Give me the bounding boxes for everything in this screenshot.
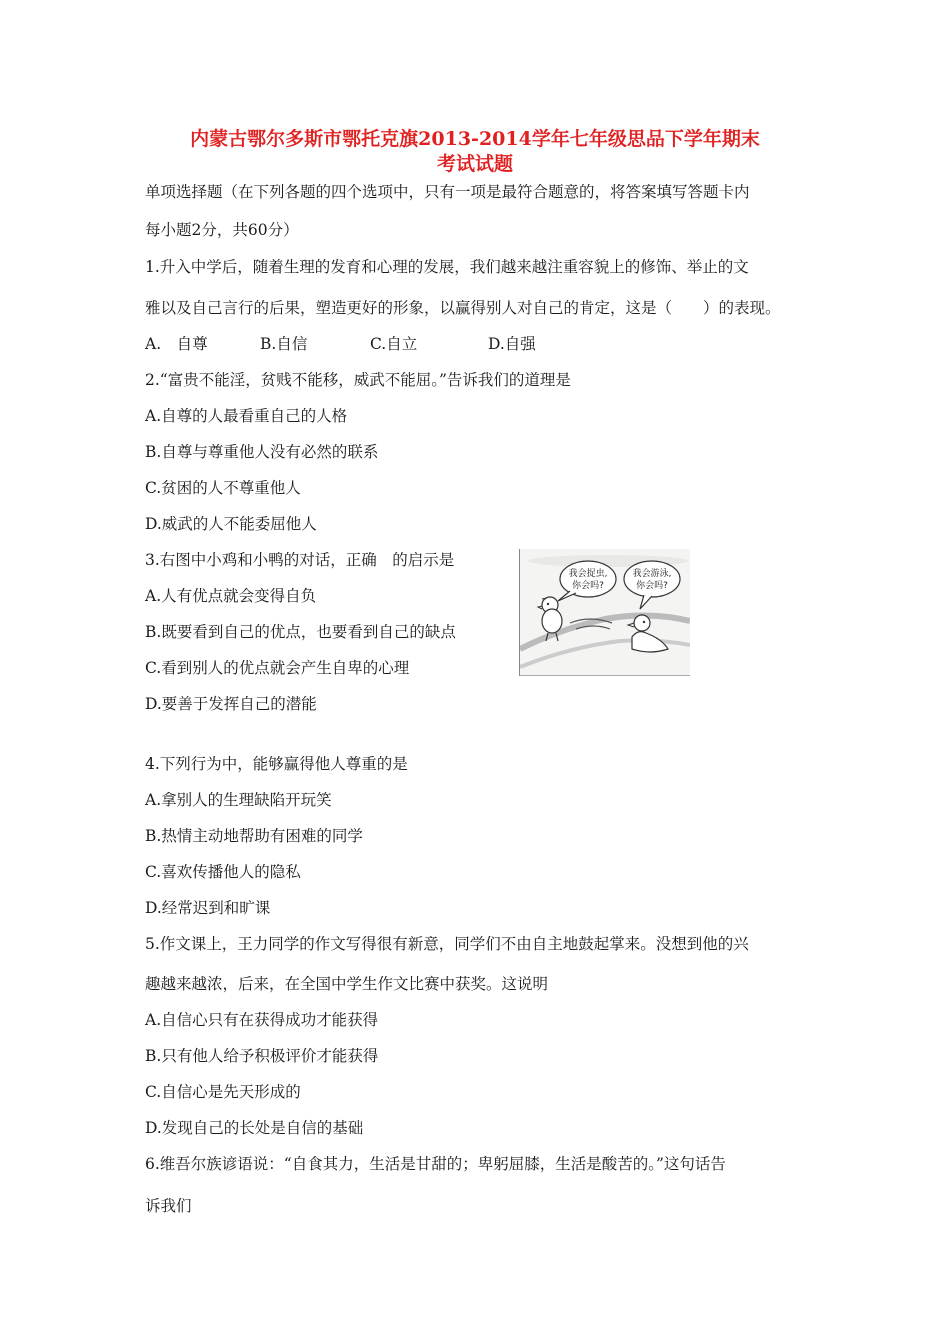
q5-option-b: B.只有他人给予积极评价才能获得: [145, 1047, 379, 1065]
q4-option-d: D.经常迟到和旷课: [145, 899, 271, 917]
bubble-right-line1: 我会游泳,: [632, 569, 672, 579]
duckling-figure: [628, 615, 668, 652]
q3-option-c: C.看到别人的优点就会产生自卑的心理: [145, 659, 410, 677]
section-instructions-line2: 每小题2分，共60分）: [145, 221, 299, 239]
q6-stem-line2: 诉我们: [145, 1197, 192, 1215]
q4-option-a: A.拿别人的生理缺陷开玩笑: [145, 791, 332, 809]
q3-option-a: A.人有优点就会变得自负: [145, 587, 317, 605]
section-instructions-line1: 单项选择题（在下列各题的四个选项中，只有一项是最符合题意的，将答案填写答题卡内: [145, 183, 750, 201]
q1-stem-line2: 雅以及自己言行的后果，塑造更好的形象，以赢得别人对自己的肯定，这是（ ）的表现。: [145, 299, 781, 317]
doc-title-line2: 考试试题: [436, 153, 513, 175]
q1-option-b: B.自信: [260, 335, 308, 353]
q5-option-d: D.发现自己的长处是自信的基础: [145, 1119, 364, 1137]
q5-option-c: C.自信心是先天形成的: [145, 1083, 301, 1101]
q1-option-a: A. 自尊: [145, 335, 208, 353]
q2-option-a: A.自尊的人最看重自己的人格: [145, 407, 348, 425]
bubble-left-line1: 我会捉虫,: [568, 569, 608, 579]
q2-option-b: B.自尊与尊重他人没有必然的联系: [145, 443, 379, 461]
q4-stem: 4.下列行为中，能够赢得他人尊重的是: [145, 755, 408, 773]
q1-stem-line1: 1.升入中学后，随着生理的发育和心理的发展，我们越来越注重容貌上的修饰、举止的文: [145, 258, 749, 276]
q2-option-c: C.贫困的人不尊重他人: [145, 479, 301, 497]
q4-option-b: B.热情主动地帮助有困难的同学: [145, 827, 363, 845]
duckling-speech-bubble: [624, 561, 680, 609]
doc-title-line1: 内蒙古鄂尔多斯市鄂托克旗2013-2014学年七年级思品下学年期末: [190, 128, 760, 150]
q1-options: [145, 332, 536, 354]
q4-option-c: C.喜欢传播他人的隐私: [145, 863, 301, 881]
bubble-left-line2: 你会吗?: [572, 581, 604, 591]
q5-stem-line2: 趣越来越浓，后来，在全国中学生作文比赛中获奖。这说明: [145, 975, 549, 993]
bubble-right-line2: 你会吗?: [636, 581, 668, 591]
q5-stem-line1: 5.作文课上，王力同学的作文写得很有新意，同学们不由自主地鼓起掌来。没想到他的兴: [145, 935, 749, 953]
cartoon-drawing: [520, 549, 690, 675]
q3-stem: 3.右图中小鸡和小鸭的对话，正确 的启示是: [145, 551, 455, 569]
q2-option-d: D.威武的人不能委屈他人: [145, 515, 317, 533]
q1-option-c: C.自立: [370, 335, 418, 353]
q3-option-b: B.既要看到自己的优点，也要看到自己的缺点: [145, 623, 456, 641]
chick-speech-bubble: [558, 561, 616, 601]
q3-option-d: D.要善于发挥自己的潜能: [145, 695, 317, 713]
q5-option-a: A.自信心只有在获得成功才能获得: [145, 1011, 379, 1029]
q2-stem: 2.“富贵不能淫，贫贱不能移，威武不能屈。”告诉我们的道理是: [145, 371, 571, 389]
q6-stem-line1: 6.维吾尔族谚语说：“自食其力，生活是甘甜的；卑躬屈膝，生活是酸苦的。”这句话告: [145, 1155, 726, 1173]
q1-option-d: D.自强: [488, 335, 536, 353]
chick-duckling-cartoon-image: [519, 549, 690, 676]
